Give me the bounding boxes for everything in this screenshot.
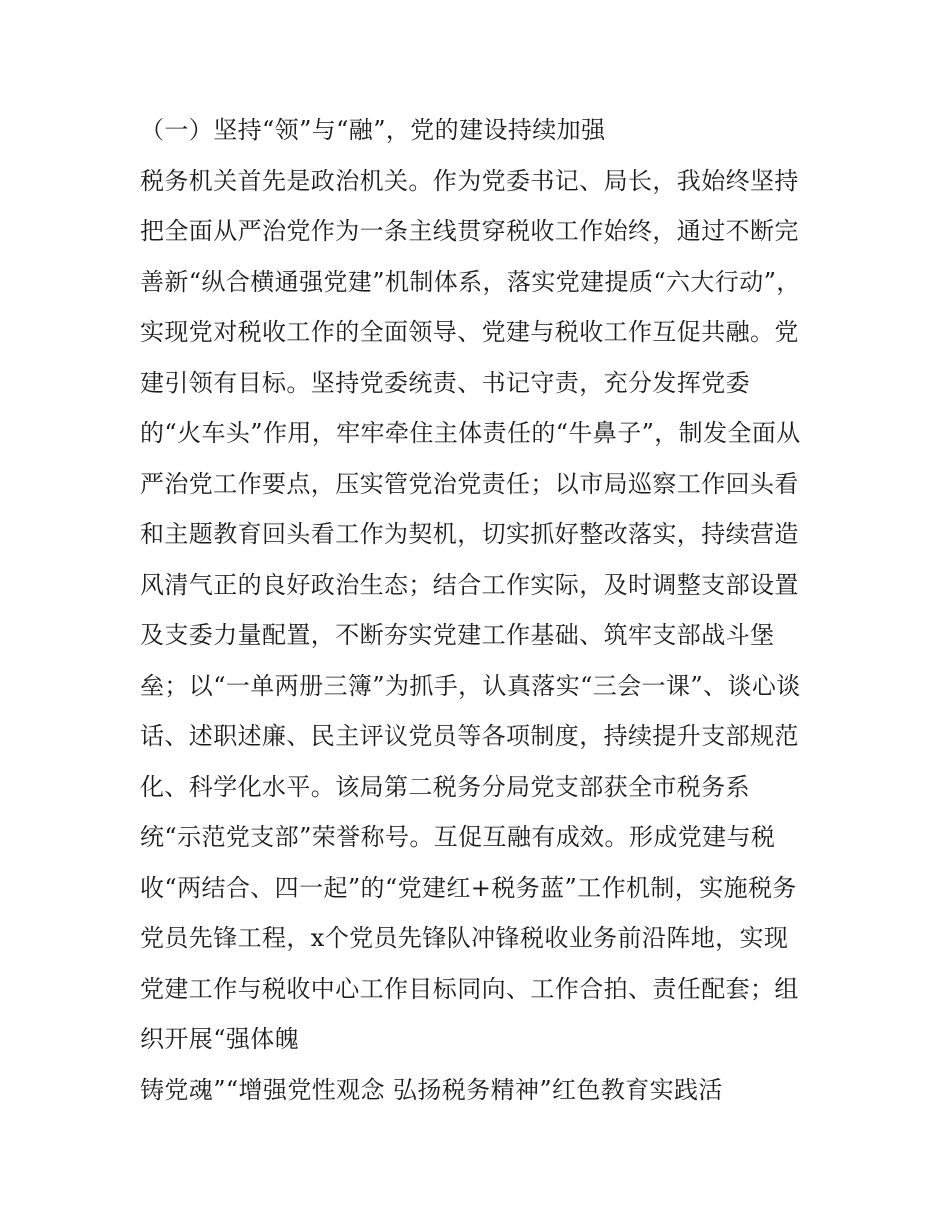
paragraph-line: 税务机关首先是政治机关。作为党委书记、局长，我始终坚持 — [140, 167, 799, 195]
paragraph-line: 党员先锋工程，x个党员先锋队冲锋税收业务前沿阵地，实现 — [140, 924, 789, 952]
paragraph-line: 化、科学化水平。该局第二税务分局党支部获全市税务系 — [140, 773, 750, 801]
paragraph-line: 的“火车头”作用，牢牢牵住主体责任的“牛鼻子”，制发全面从 — [140, 419, 801, 447]
paragraph-line: 把全面从严治党作为一条主线贯穿税收工作始终，通过不断完 — [140, 217, 799, 245]
section-heading: （一）坚持“领”与“融”，党的建设持续加强 — [140, 116, 606, 144]
paragraph-line: 实现党对税收工作的全面领导、党建与税收工作互促共融。党 — [140, 318, 799, 346]
paragraph-line: 严治党工作要点，压实管党治党责任；以市局巡察工作回头看 — [140, 470, 799, 498]
paragraph-line: 铸党魂”“增强党性观念 弘扬税务精神”红色教育实践活 — [140, 1076, 723, 1104]
paragraph-line: 织开展“强体魄 — [140, 1025, 300, 1053]
paragraph-line: 风清气正的良好政治生态；结合工作实际，及时调整支部设置 — [140, 571, 799, 599]
paragraph-line: 建引领有目标。坚持党委统责、书记守责，充分发挥党委 — [140, 369, 750, 397]
paragraph-line: 垒；以“一单两册三簿”为抓手，认真落实“三会一课”、谈心谈 — [140, 672, 801, 700]
paragraph-line: 和主题教育回头看工作为契机，切实抓好整改落实，持续营造 — [140, 520, 799, 548]
paragraph-line: 善新“纵合横通强党建”机制体系，落实党建提质“六大行动”， — [140, 268, 801, 296]
paragraph-line: 收“两结合、四一起”的“党建红+税务蓝”工作机制，实施税务 — [140, 874, 797, 902]
paragraph-line: 党建工作与税收中心工作目标同向、工作合拍、责任配套；组 — [140, 975, 799, 1003]
paragraph-line: 统“示范党支部”荣誉称号。互促互融有成效。形成党建与税 — [140, 823, 776, 851]
paragraph-line: 话、述职述廉、民主评议党员等各项制度，持续提升支部规范 — [140, 722, 799, 750]
paragraph-line: 及支委力量配置，不断夯实党建工作基础、筑牢支部战斗堡 — [140, 621, 775, 649]
